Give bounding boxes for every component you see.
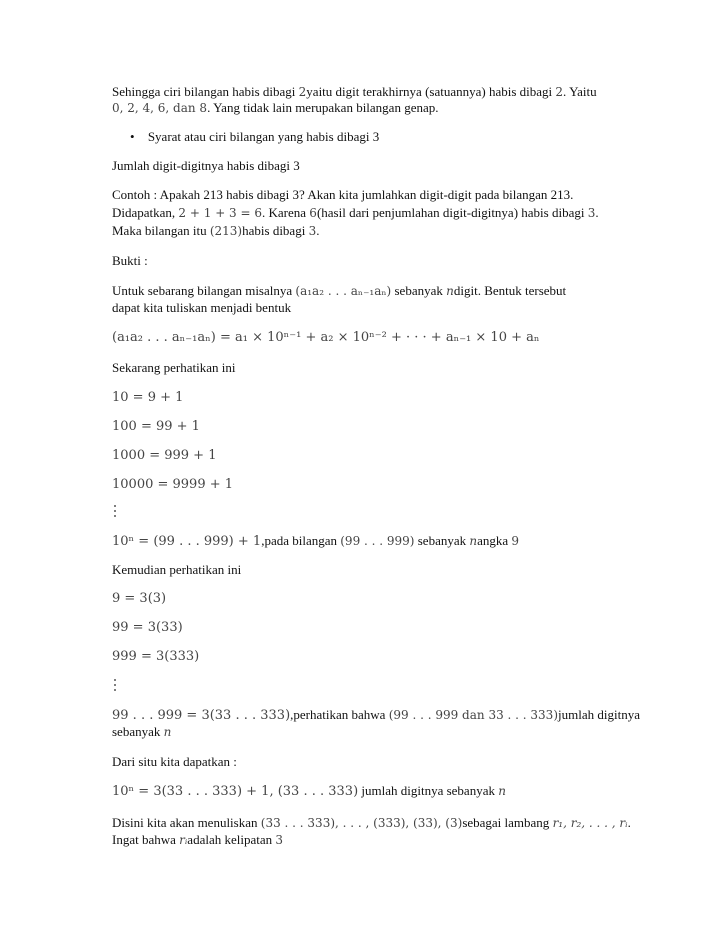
equation: 10 = 9 + 1 (112, 390, 184, 405)
equation: 99 = 3(33) (112, 620, 183, 635)
text: Didapatkan, (112, 205, 179, 220)
text: sebagai lambang (462, 815, 553, 830)
paragraph: Jumlah digit-digitnya habis dibagi 3 (112, 158, 300, 173)
math: r₁, r₂, . . . , rᵢ (552, 816, 628, 830)
text: angka (477, 533, 512, 548)
math: 2 + 1 + 3 = 6 (178, 206, 263, 220)
math: 10ⁿ = 3(33 . . . 333) + 1, (33 . . . 333) (112, 784, 359, 799)
paragraph: Sekarang perhatikan ini (112, 360, 236, 375)
paragraph-line (112, 100, 439, 116)
text: yaitu digit terakhirnya (satuannya) habis dibagi (306, 84, 556, 99)
paragraph-line: Contoh : Apakah 213 habis dibagi 3? Akan kita jumlahkan digit-digit pada bilangan 213. (112, 187, 574, 202)
text: (hasil dari penjumlahan digit-digitnya) habis dibagi (316, 205, 588, 220)
text: sebanyak (391, 283, 447, 298)
equation: 9 = 3(3) (112, 591, 167, 606)
equation-expansion: (a₁a₂ . . . aₙ₋₁aₙ) = a₁ × 10ⁿ⁻¹ + a₂ × 10ⁿ⁻² + · · · + aₙ₋₁ × 10 + aₙ (112, 330, 540, 345)
text: Maka bilangan itu (112, 223, 210, 238)
paragraph-line (112, 832, 283, 848)
math: 3 (308, 224, 317, 238)
bullet-text: Syarat atau ciri bilangan yang habis dibagi 3 (147, 129, 380, 144)
math: n (469, 534, 478, 548)
paragraph: Dari situ kita dapatkan : (112, 754, 237, 769)
text: digit. Bentuk tersebut (453, 283, 567, 298)
math: 3 (275, 833, 284, 847)
text: Untuk sebarang bilangan misalnya (112, 283, 296, 298)
text: habis dibagi (242, 223, 309, 238)
paragraph-line (112, 223, 319, 239)
text: jumlah digitnya sebanyak (358, 783, 499, 798)
text: Sehingga ciri bilangan habis dibagi (112, 84, 299, 99)
bullet-icon: • (130, 129, 135, 144)
math: rᵢ (179, 833, 188, 847)
vertical-dots (114, 505, 120, 520)
paragraph-line (112, 205, 599, 221)
paragraph-line (112, 724, 171, 740)
bullet-item (130, 129, 379, 145)
math: 0, 2, 4, 6, dan 8 (112, 101, 208, 115)
paragraph-line: dapat kita tuliskan menjadi bentuk (112, 300, 292, 315)
equation-line (112, 783, 506, 800)
math: 6 (309, 206, 317, 220)
text: . Yang tidak lain merupakan bilangan genap. (207, 100, 439, 115)
math: 10ⁿ = (99 . . . 999) + 1 (112, 534, 262, 549)
text: jumlah digitnya (558, 707, 640, 722)
paragraph-line (112, 84, 597, 100)
math: n (498, 784, 506, 798)
math: (99 . . . 999) (340, 534, 415, 548)
text: . (595, 205, 599, 220)
math: 2 (298, 85, 307, 99)
text: . Yaitu (563, 84, 597, 99)
math: n (446, 284, 454, 298)
text: ,pada bilangan (261, 533, 341, 548)
text: adalah kelipatan (187, 832, 276, 847)
paragraph-line (112, 815, 631, 831)
text: ,perhatikan bahwa (290, 707, 389, 722)
text: . (627, 815, 631, 830)
equation-line (112, 707, 640, 724)
math: (a₁a₂ . . . aₙ₋₁aₙ) (295, 284, 392, 298)
equation: 1000 = 999 + 1 (112, 448, 217, 463)
math: 99 . . . 999 = 3(33 . . . 333) (112, 708, 291, 723)
math: (213) (209, 224, 243, 238)
text: sebanyak (112, 724, 164, 739)
equation: 100 = 99 + 1 (112, 419, 200, 434)
equation: 999 = 3(333) (112, 649, 200, 664)
math: (99 . . . 999 dan 33 . . . 333) (388, 708, 558, 722)
vertical-dots (114, 679, 120, 694)
math: 3 (587, 206, 596, 220)
heading-bukti: Bukti : (112, 253, 148, 268)
paragraph-line (112, 283, 566, 299)
math: n (163, 725, 172, 739)
math: (33 . . . 333), . . . , (333), (33), (3) (260, 816, 463, 830)
equation-line (112, 533, 519, 550)
text: Ingat bahwa (112, 832, 180, 847)
paragraph: Kemudian perhatikan ini (112, 562, 242, 577)
math: 9 (511, 534, 520, 548)
text: . Karena (262, 205, 310, 220)
text: . (316, 223, 320, 238)
math: 2 (555, 85, 564, 99)
equation: 10000 = 9999 + 1 (112, 477, 234, 492)
text: sebanyak (414, 533, 470, 548)
text: Disini kita akan menuliskan (112, 815, 261, 830)
